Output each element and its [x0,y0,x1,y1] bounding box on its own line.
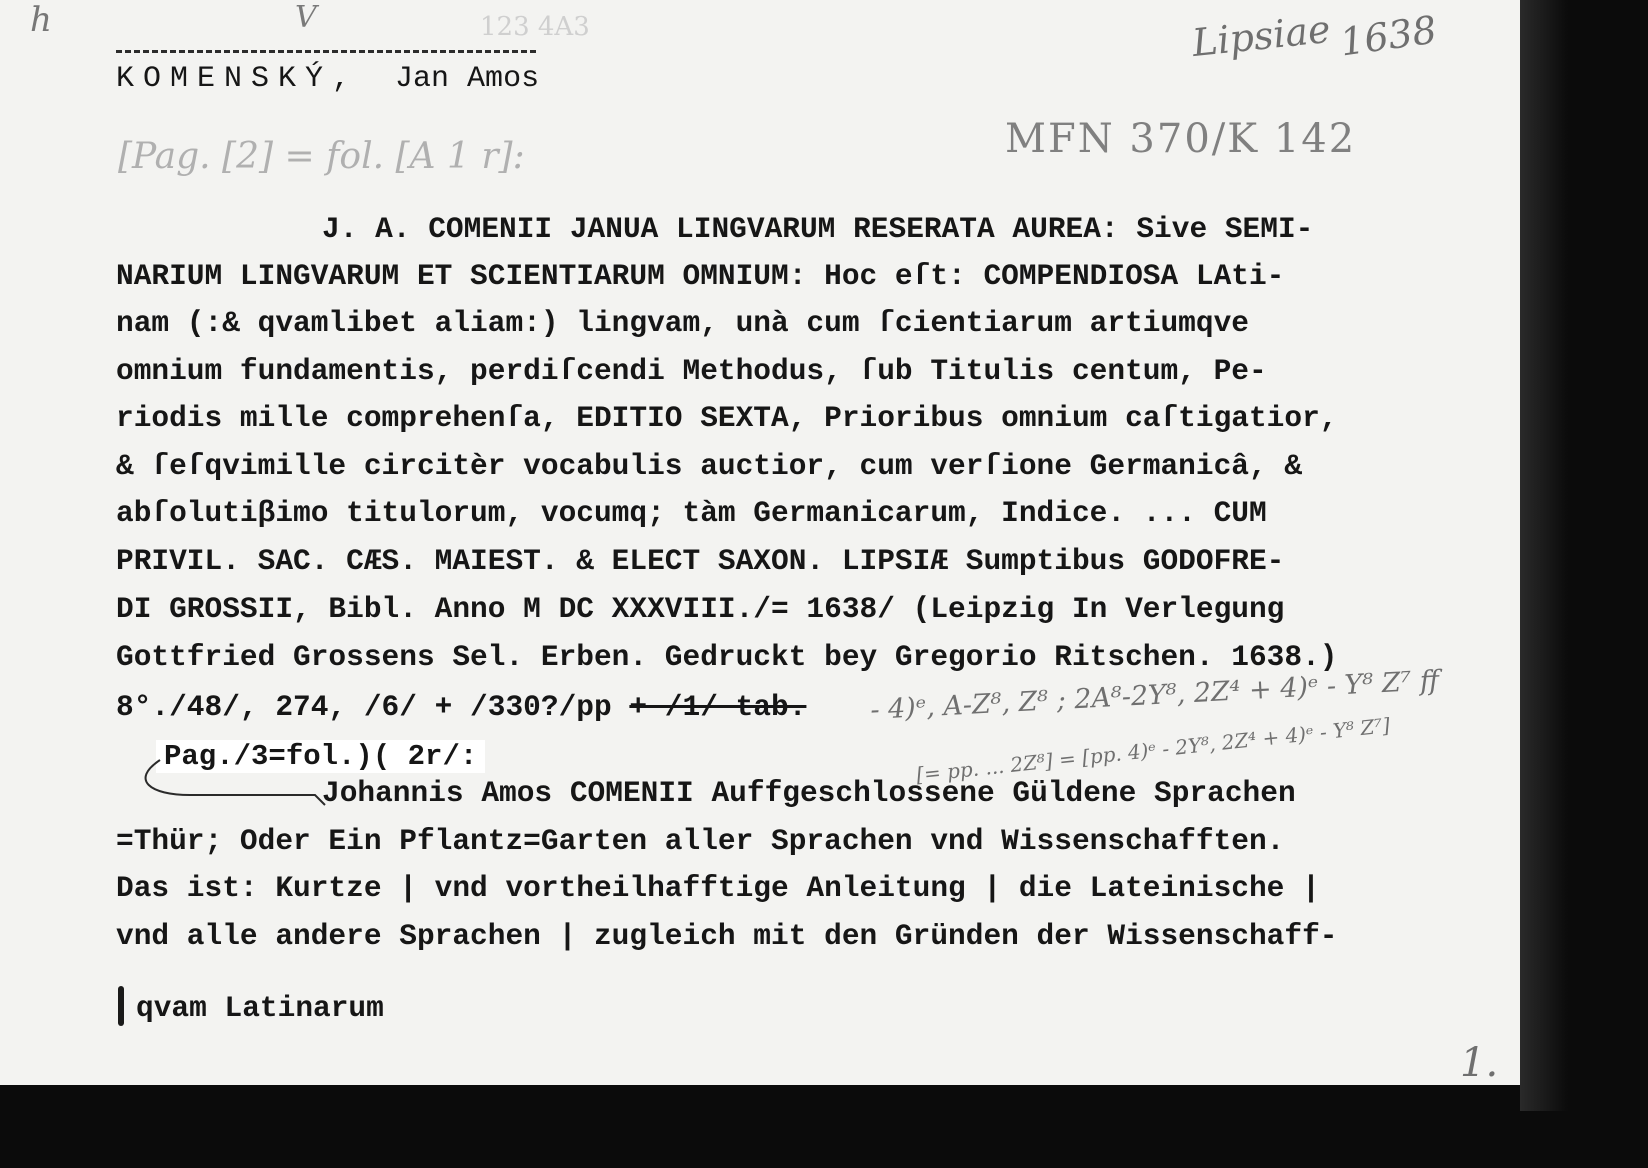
faint-stamp: 123 4A3 [480,12,590,42]
title-line-7: abſolutiβimo titulorum, vocumq; tàm Germanicarum, Indice. ... CUM [116,496,1267,530]
sheet-number: 1. [1460,1040,1499,1085]
corner-mark-v: V [295,0,317,35]
last-line: qvam Latinarum [136,991,384,1025]
author-given-name: Jan Amos [395,62,540,96]
author-surname: KOMENSKÝ, [116,62,360,96]
author-heading-rule [116,50,536,53]
collation-typed: 8°./48/, 274, /6/ + /330?/pp [116,690,612,724]
title-line-8: PRIVIL. SAC. CÆS. MAIEST. & ELECT SAXON. LIPSIÆ Sumptibus GODOFRE- [116,544,1285,578]
title-line-10: Gottfried Grossens Sel. Erben. Gedruckt bey Gregorio Ritschen. 1638.) [116,640,1338,674]
title-line-6: & ſeſqvimille circitèr vocabulis auctior, cum verſione Germanicâ, & [116,449,1303,483]
title-line-2: NARIUM LINGVARUM ET SCIENTIARUM OMNIUM: Hoc eſt: COMPENDIOSA LAti- [116,259,1285,293]
card-right-border [1520,0,1568,1111]
collation-struck: + /1/ tab. [629,690,807,724]
german-line-2: =Thür; Oder Ein Pflantz=Garten aller Sprachen vnd Wissenschafften. [116,824,1285,858]
german-line-3: Das ist: Kurtze | vnd vortheilhafftige Anleitung | die Lateinische | [116,871,1320,905]
collation-handwritten-2: [= pp. ... 2Z⁸] = [pp. 4)ᵉ - 2Y⁸, 2Z⁴ + 4)ᵉ - Y⁸ Z⁷] [915,713,1392,787]
corner-mark-h: h [30,0,52,40]
collation-line [116,690,806,724]
german-line-1: Johannis Amos COMENII Auffgeschlossene Güldene Sprachen [322,776,1296,810]
title-line-4: omnium fundamentis, perdiſcendi Methodus, ſub Titulis centum, Pe- [116,354,1267,388]
pencil-pagination-note: [Pag. [2] = fol. [A 1 r]: [118,136,525,177]
title-line-1: J. A. COMENII JANUA LINGVARUM RESERATA AUREA: Sive SEMI- [322,212,1314,246]
handwritten-year: 1638 [1337,7,1440,65]
collation-handwritten: - 4)ᵉ, A-Z⁸, Z⁸ ; 2A⁸-2Y⁸, 2Z⁴ + 4)ᵉ - Y⁸ Z⁷ ff [869,665,1440,726]
title-line-5: riodis mille comprehenſa, EDITIO SEXTA, Prioribus omnium caſtigatior, [116,401,1338,435]
margin-tick-mark [118,986,124,1026]
author-heading [116,62,539,96]
handwritten-place: Lipsiae [1190,6,1333,66]
title-line-3: nam (:& qvamlibet aliam:) lingvam, unà cum ſcientiarum artiumqve [116,306,1249,340]
german-line-4: vnd alle andere Sprachen | zugleich mit den Gründen der Wissenschaff- [116,919,1338,953]
pagination-label: Pag./3=fol.)( 2r/: [156,740,485,773]
title-line-9: DI GROSSII, Bibl. Anno M DC XXXVIII./= 1638/ (Leipzig In Verlegung [116,592,1285,626]
shelfmark: MFN 370/K 142 [1005,116,1357,162]
pagination-bracket-icon [130,750,330,810]
card-bottom-border [0,1085,1520,1111]
